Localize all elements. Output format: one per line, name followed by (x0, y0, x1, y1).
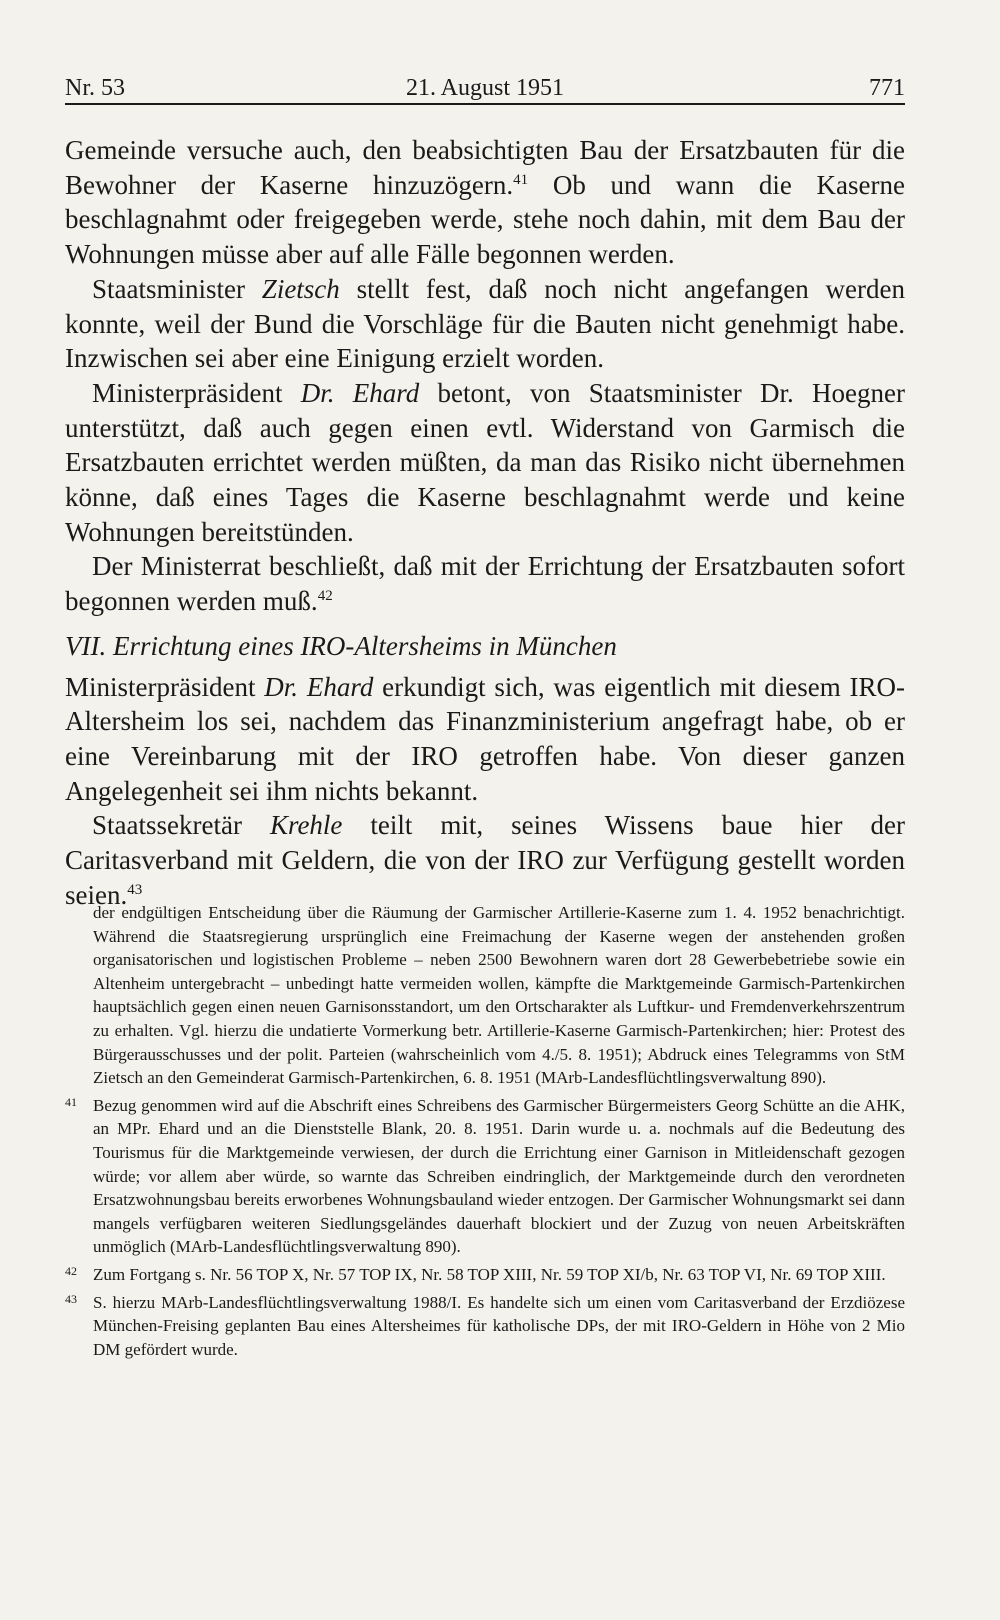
paragraph-2 (65, 272, 905, 376)
paragraph-2-post: stellt fest, daß noch nicht angefangen werden konnte, weil der Bund die Vorschläge für die Bauten nicht genehmigt habe. Inzwischen sei aber eine Einigung erzielt worden. (65, 273, 905, 374)
document-date: 21. August 1951 (405, 75, 564, 101)
footnote-ref-43[interactable]: 43 (127, 881, 143, 898)
footnote-text: Bezug genommen wird auf die Abschrift eines Schreibens des Garmischer Bürgermeisters Georg Schütte an die AHK, an MPr. Ehard und an die Dienststelle Blank, 20. 8. 1951. Darin wurde u. a. nochmals auf die Bedeutung des Tourismus für die Marktgemeinde verwiesen, der durch die Errichtung einer Garnison in Mitleidenschaft gezogen würde; vor allem aber würde, so warnte das Schreiben eindringlich, der Marktgemeinde durch den verordneten Ersatzwohnungsbau bereits erworbenes Wohnungsbauland wieder entzogen. Der Garmischer Wohnungsmarkt sei dann mangels verfügbaren weiteren Siedlungsgeländes dauerhaft blockiert und der Zuzug von neuen Arbeitskräften unmöglich (MArb-Landesflüchtlingsverwaltung 890). (93, 1095, 905, 1257)
section-heading: VII. Errichtung eines IRO-Altersheims in München (65, 630, 617, 661)
paragraph-5 (65, 670, 905, 809)
speaker-name: Krehle (269, 810, 343, 841)
paragraph-2-pre: Staatsminister (92, 273, 262, 304)
paragraph-1-text-continued: Ob und wann die Kaserne beschlagnahmt oder freigegeben werde, stehe noch dahin, mit dem Bau der Wohnungen müsse aber auf alle Fälle begonnen werden. (65, 169, 905, 270)
footnote-number: 43 (65, 1291, 77, 1306)
paragraph-4 (65, 549, 905, 618)
paragraph-5-post: erkundigt sich, was eigentlich mit diesem IRO-Altersheim los sei, nachdem das Finanzministerium angefragt habe, ob er eine Vereinbarung mit der IRO getroffen habe. Von dieser ganzen Angelegenheit sei ihm nichts bekannt. (65, 671, 906, 806)
speaker-name: Zietsch (261, 273, 340, 304)
paragraph-5-pre: Ministerpräsident (65, 671, 265, 702)
document-number: Nr. 53 (65, 75, 125, 101)
paragraph-6-pre: Staatssekretär (92, 810, 270, 841)
paragraph-1 (65, 133, 905, 272)
footnote-number: 42 (65, 1263, 77, 1278)
footnote-ref-41[interactable]: 41 (513, 171, 529, 188)
footnote-43 (65, 1291, 905, 1362)
header-rule (65, 103, 905, 105)
speaker-name: Dr. Ehard (300, 377, 420, 408)
paragraph-3 (65, 376, 905, 550)
page-header (65, 68, 905, 108)
footnote-42 (65, 1263, 905, 1287)
paragraph-1-text: Gemeinde versuche auch, den beabsichtigten Bau der Ersatzbauten für die Bewohner der Kaserne hinzuzögern. (65, 135, 905, 200)
footnote-number: 41 (65, 1094, 77, 1109)
footnote-ref-42[interactable]: 42 (317, 588, 333, 605)
footnote-text: Zum Fortgang s. Nr. 56 TOP X, Nr. 57 TOP IX, Nr. 58 TOP XIII, Nr. 59 TOP XI/b, Nr. 63 TOP VI, Nr. 69 TOP XIII. (93, 1264, 886, 1284)
footnote-continuation: der endgültigen Entscheidung über die Räumung der Garmischer Artillerie-Kaserne zum 1. 4. 1952 benachrichtigt. Während die Staatsregierung ursprünglich eine Freimachung der Kaserne wegen der anstehenden großen organisatorischen und logistischen Probleme – neben 2500 Bewohnern waren dort 28 Gewerbebetriebe sowie ein Altenheim untergebracht – unbedingt hatte vermeiden wollen, kämpfte die Marktgemeinde Garmisch-Partenkirchen hauptsächlich gegen einen neuen Garnisonsstandort, um den Ortscharakter als Luftkur- und Fremdenverkehrszentrum zu erhalten. Vgl. hierzu die undatierte Vormerkung betr. Artillerie-Kaserne Garmisch-Partenkirchen; hier: Protest des Bürgerausschusses und der polit. Parteien (wahrscheinlich vom 4./5. 8. 1951); Abdruck eines Telegramms von StM Zietsch an den Gemeinderat Garmisch-Partenkirchen, 6. 8. 1951 (MArb-Landesflüchtlingsverwaltung 890). (93, 903, 905, 1088)
main-text (65, 133, 905, 912)
speaker-name: Dr. Ehard (264, 671, 374, 702)
paragraph-6 (65, 808, 905, 912)
paragraph-4-text: Der Ministerrat beschließt, daß mit der Errichtung der Ersatzbauten sofort begonnen werden muß. (65, 551, 905, 617)
footnote-text: S. hierzu MArb-Landesflüchtlingsverwaltung 1988/I. Es handelte sich um einen vom Caritasverband der Erzdiözese München-Freising geplanten Bau eines Altersheimes für katholische DPs, der mit IRO-Geldern in Höhe von 2 Mio DM gefördert wurde. (93, 1292, 905, 1359)
page-number: 771 (869, 75, 905, 101)
paragraph-3-post: betont, von Staatsminister Dr. Hoegner unterstützt, daß auch gegen einen evtl. Widerstand von Garmisch die Ersatzbauten errichtet werden müßten, da man das Risiko nicht übernehmen könne, daß eines Tages die Kaserne beschlagnahmt werde und keine Wohnungen bereitstünden. (65, 377, 905, 547)
footnote-41 (65, 1094, 905, 1259)
paragraph-6-post: teilt mit, seines Wissens baue hier der Caritasverband mit Geldern, die von der IRO zur Verfügung gestellt worden seien. (65, 810, 905, 910)
footnotes (65, 901, 905, 1361)
paragraph-3-pre: Ministerpräsident (92, 377, 301, 408)
